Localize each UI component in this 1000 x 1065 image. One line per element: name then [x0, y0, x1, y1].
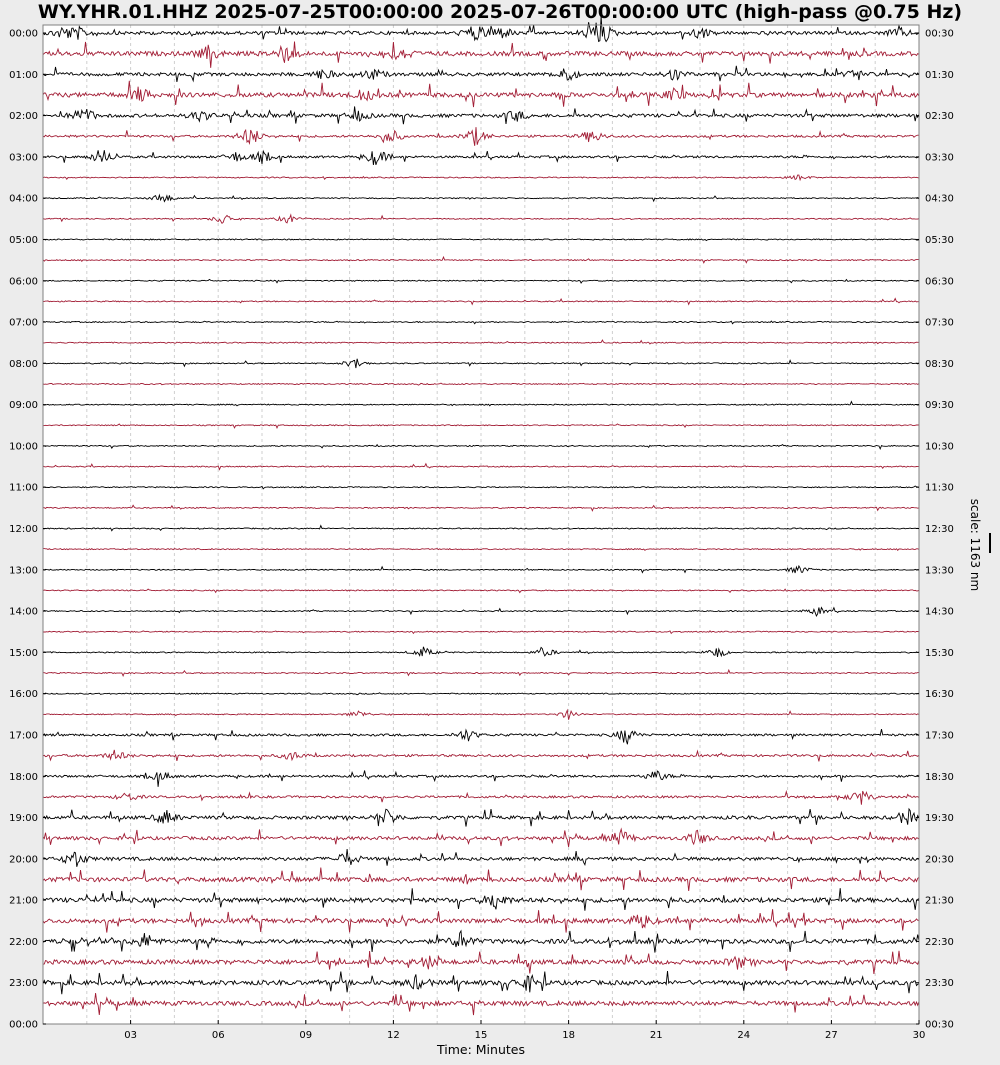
right-hour-label: 14:30	[925, 606, 954, 618]
x-tick-label: 24	[737, 1030, 751, 1041]
left-hour-label: 16:00	[9, 689, 38, 701]
left-hour-label: 12:00	[9, 524, 38, 535]
x-tick-label: 03	[124, 1030, 137, 1041]
right-time-labels	[925, 29, 954, 1031]
scale-bar	[989, 533, 991, 553]
right-hour-label: 11:30	[925, 482, 954, 494]
left-hour-label: 01:00	[9, 69, 38, 81]
x-tick-label: 09	[299, 1030, 313, 1041]
chart-title: WY.YHR.01.HHZ 2025-07-25T00:00:00 2025-07-26T00:00:00 UTC (high-pass @0.75 Hz)	[37, 1, 963, 23]
x-tick-label: 27	[825, 1030, 838, 1041]
x-axis-label: Time: Minutes	[437, 1042, 525, 1057]
right-hour-label: 23:30	[925, 978, 954, 990]
right-hour-label: 13:30	[925, 565, 954, 577]
x-tick-label: 30	[912, 1030, 926, 1041]
x-tick-label: 18	[562, 1030, 575, 1041]
left-hour-label: 14:00	[9, 606, 38, 618]
right-hour-label: 10:30	[925, 441, 954, 453]
x-tick-label: 12	[387, 1030, 400, 1041]
left-hour-label: 00:00	[9, 1019, 38, 1031]
left-hour-label: 15:00	[9, 647, 38, 659]
right-hour-label: 03:30	[925, 152, 954, 164]
left-hour-label: 10:00	[9, 441, 38, 453]
left-hour-label: 06:00	[9, 276, 38, 288]
right-hour-label: 19:30	[925, 813, 954, 825]
right-hour-label: 15:30	[925, 647, 954, 659]
left-hour-label: 02:00	[9, 111, 38, 123]
right-hour-label: 08:30	[925, 358, 954, 370]
right-hour-label: 06:30	[925, 276, 954, 288]
x-tick-label: 21	[649, 1030, 663, 1041]
left-hour-label: 04:00	[9, 193, 38, 205]
right-hour-label: 12:30	[925, 524, 954, 535]
left-hour-label: 03:00	[9, 152, 38, 164]
right-hour-label: 01:30	[925, 69, 954, 81]
right-hour-label: 21:30	[925, 895, 954, 907]
left-hour-label: 09:00	[9, 400, 38, 412]
right-hour-label: 02:30	[925, 111, 954, 123]
left-hour-label: 22:00	[9, 936, 38, 948]
right-hour-label: 22:30	[925, 936, 954, 948]
left-hour-label: 18:00	[9, 771, 38, 783]
right-hour-label: 04:30	[925, 193, 954, 205]
right-hour-label: 09:30	[925, 400, 954, 412]
left-hour-label: 21:00	[9, 895, 38, 907]
right-hour-label: 18:30	[925, 771, 954, 783]
scale-label	[961, 495, 989, 595]
right-hour-label: 05:30	[925, 234, 954, 246]
x-tick-labels	[124, 1030, 925, 1041]
right-hour-label: 16:30	[925, 689, 954, 701]
right-hour-label: 20:30	[925, 854, 954, 866]
left-hour-label: 11:00	[9, 482, 38, 494]
right-hour-label: 00:30	[925, 28, 954, 40]
right-hour-label: 07:30	[925, 317, 954, 329]
left-hour-label: 17:00	[9, 730, 38, 742]
x-tick-label: 06	[211, 1030, 225, 1041]
left-hour-label: 23:00	[9, 978, 38, 990]
right-hour-label: 00:30	[925, 1019, 954, 1031]
left-hour-label: 19:00	[9, 813, 38, 825]
left-hour-label: 00:00	[9, 28, 38, 40]
left-hour-label: 07:00	[9, 317, 38, 329]
left-hour-label: 05:00	[9, 234, 38, 246]
x-tick-label: 15	[474, 1030, 488, 1041]
left-hour-label: 13:00	[9, 565, 38, 577]
left-hour-label: 08:00	[9, 358, 38, 370]
scale-text: scale: 1163 nm	[968, 498, 982, 592]
left-time-labels	[9, 29, 38, 1031]
left-hour-label: 20:00	[9, 854, 38, 866]
right-hour-label: 17:30	[925, 730, 954, 742]
